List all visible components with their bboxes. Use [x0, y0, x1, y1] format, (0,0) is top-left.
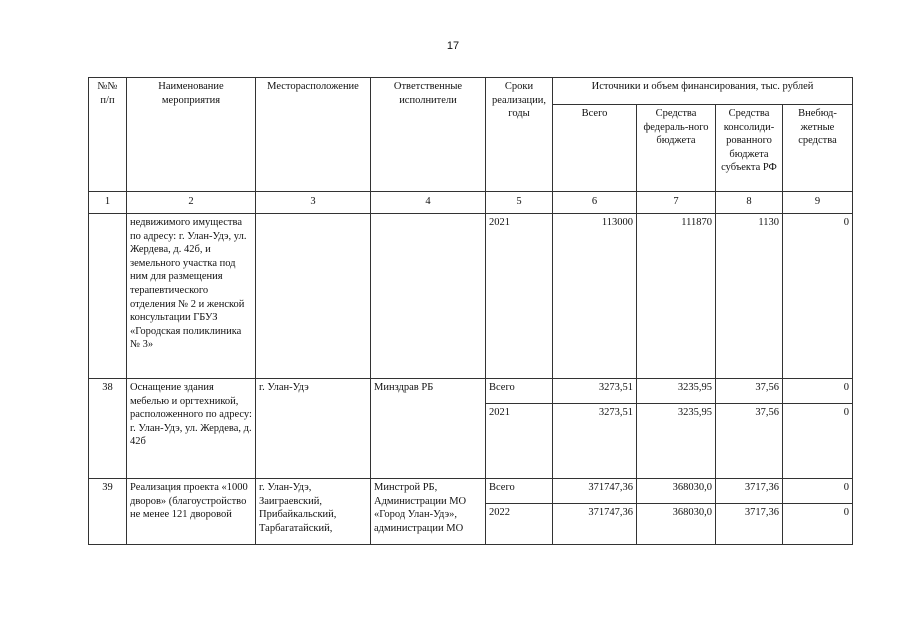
- column-number: 5: [486, 192, 553, 214]
- row-federal-cell: 3235,95: [637, 379, 716, 404]
- header-name: Наименование мероприятия: [127, 78, 256, 192]
- header-federal: Средства федераль-ного бюджета: [637, 105, 716, 192]
- header-funding: Источники и объем финансирования, тыс. рублей: [553, 78, 853, 105]
- row-total-cell: 3273,51: [553, 379, 637, 404]
- header-responsible: Ответственные исполнители: [371, 78, 486, 192]
- row-responsible-cell: Минздрав РБ: [371, 379, 486, 479]
- row-total-cell: 371747,36: [553, 479, 637, 504]
- row-responsible-cell: [371, 214, 486, 379]
- row-extra-cell: 0: [783, 379, 853, 404]
- header-extra: Внебюд-жетные средства: [783, 105, 853, 192]
- row-regional-cell: 1130: [716, 214, 783, 379]
- header-period: Сроки реализации, годы: [486, 78, 553, 192]
- row-responsible-cell: Минстрой РБ, Администрации МО «Город Улан-Удэ», администрации МО: [371, 479, 486, 545]
- row-location-cell: [256, 214, 371, 379]
- column-number: 3: [256, 192, 371, 214]
- row-regional-cell: 37,56: [716, 379, 783, 404]
- row-year-cell: Всего: [486, 479, 553, 504]
- column-number: 2: [127, 192, 256, 214]
- row-name-cell: Реализация проекта «1000 дворов» (благоустройство не менее 121 дворовой: [127, 479, 256, 545]
- row-extra-cell: 0: [783, 214, 853, 379]
- financing-table: [88, 77, 853, 545]
- column-number-row: [89, 192, 853, 214]
- row-total-cell: 113000: [553, 214, 637, 379]
- row-location-cell: г. Улан-Удэ, Заиграевский, Прибайкальский, Тарбагатайский,: [256, 479, 371, 545]
- row-regional-cell: 37,56: [716, 404, 783, 479]
- table-row: [89, 214, 853, 379]
- header-regional: Средства консолиди-рованного бюджета субъекта РФ: [716, 105, 783, 192]
- table-row: [89, 379, 853, 404]
- row-year-cell: 2021: [486, 404, 553, 479]
- column-number: 1: [89, 192, 127, 214]
- row-name-cell: недвижимого имущества по адресу: г. Улан-Удэ, ул. Жердева, д. 42б, и земельного участка под ним для размещения терапевтического отделения № 2 и женской консультации ГБУЗ «Городская поликлиника № 3»: [127, 214, 256, 379]
- column-number: 4: [371, 192, 486, 214]
- row-federal-cell: 3235,95: [637, 404, 716, 479]
- page-number: 17: [446, 40, 460, 52]
- column-number: 8: [716, 192, 783, 214]
- header-num: №№ п/п: [89, 78, 127, 192]
- column-number: 6: [553, 192, 637, 214]
- row-federal-cell: 111870: [637, 214, 716, 379]
- row-year-cell: 2021: [486, 214, 553, 379]
- row-location-cell: г. Улан-Удэ: [256, 379, 371, 479]
- row-extra-cell: 0: [783, 479, 853, 504]
- row-federal-cell: 368030,0: [637, 479, 716, 504]
- column-number: 9: [783, 192, 853, 214]
- row-extra-cell: 0: [783, 504, 853, 545]
- header-location: Месторасположение: [256, 78, 371, 192]
- row-num-cell: [89, 214, 127, 379]
- row-name-cell: Оснащение здания мебелью и оргтехникой, расположенного по адресу: г. Улан-Удэ, ул. Жердева, д. 42б: [127, 379, 256, 479]
- row-federal-cell: 368030,0: [637, 504, 716, 545]
- row-num-cell: 38: [89, 379, 127, 479]
- row-regional-cell: 3717,36: [716, 504, 783, 545]
- row-extra-cell: 0: [783, 404, 853, 479]
- column-number: 7: [637, 192, 716, 214]
- row-year-cell: Всего: [486, 379, 553, 404]
- row-total-cell: 371747,36: [553, 504, 637, 545]
- header-total: Всего: [553, 105, 637, 192]
- row-regional-cell: 3717,36: [716, 479, 783, 504]
- row-year-cell: 2022: [486, 504, 553, 545]
- table-row: [89, 479, 853, 504]
- row-total-cell: 3273,51: [553, 404, 637, 479]
- row-num-cell: 39: [89, 479, 127, 545]
